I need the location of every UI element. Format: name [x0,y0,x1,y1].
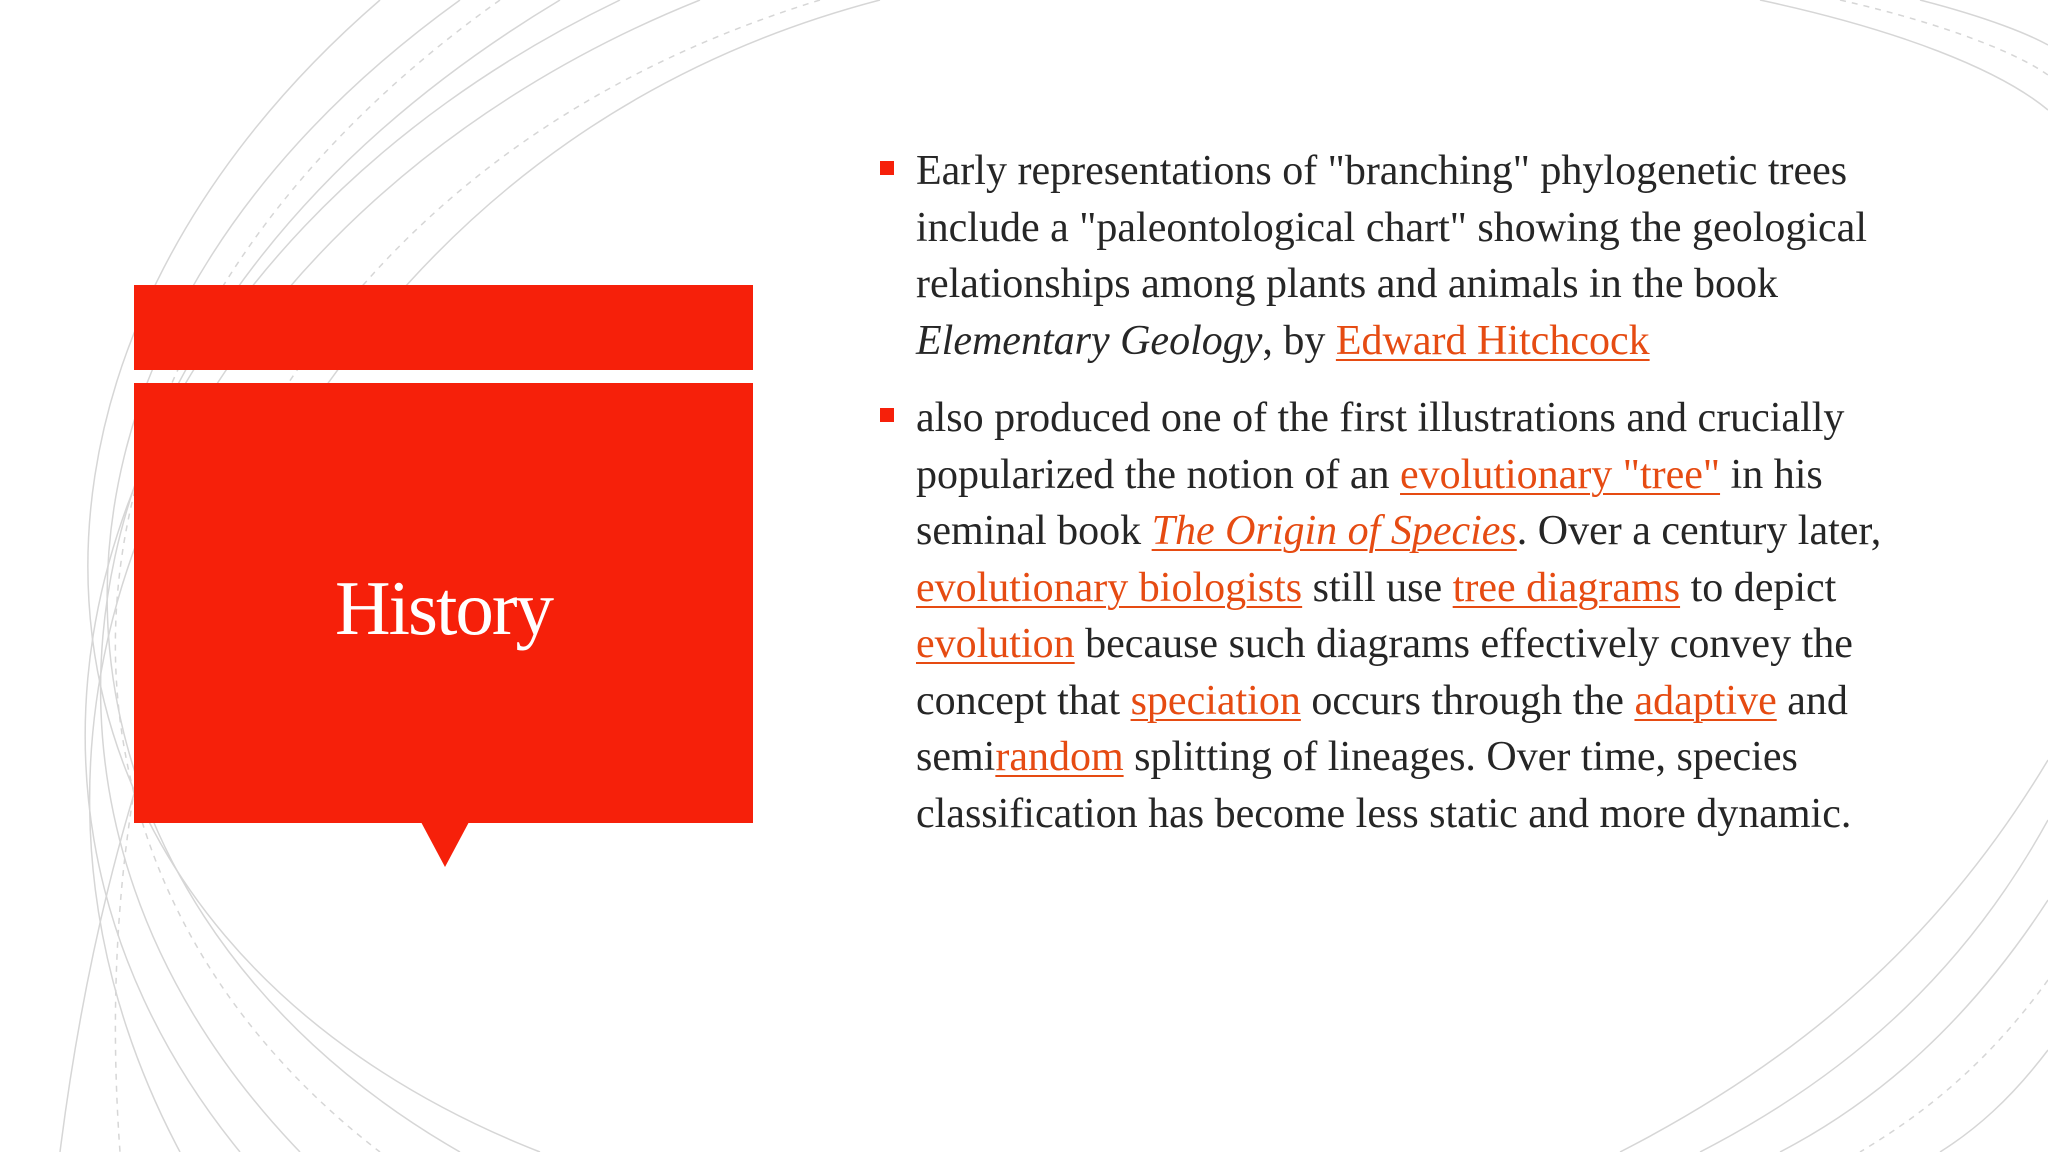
bullet-text: splitting of lineages. Over time, species classification has become less static and more dynamic. [916,734,1852,837]
link-random[interactable]: random [995,734,1124,780]
bullet-text: Early representations of "branching" phylogenetic trees include a "paleontological chart" showing the geological relationships among plants and animals in the book [916,148,1867,307]
slide-title: History [335,564,552,651]
link-evolutionary-tree[interactable]: evolutionary "tree" [1400,451,1721,498]
bullet-text: to depict [1680,564,1837,611]
bullet-text: also produced one of the first illustrations and crucially popularized the notion of an [916,395,1845,498]
link-origin-of-species[interactable]: The Origin of Species [1151,508,1517,554]
callout-pointer [421,822,469,867]
link-tree-diagrams[interactable]: tree diagrams [1452,564,1681,611]
bullet-item [880,143,1940,369]
red-square-bullet-icon [880,161,894,175]
link-edward-hitchcock[interactable]: Edward Hitchcock [1335,317,1650,364]
link-evolution[interactable]: evolution [916,621,1075,667]
link-adaptive[interactable]: adaptive [1634,677,1777,724]
red-square-bullet-icon [880,408,894,422]
title-accent-bar [134,285,753,370]
title-callout-box [134,383,753,823]
bullet-item [880,390,1940,842]
bullet-text: and semi [916,677,1848,780]
link-evolutionary-biologists[interactable]: evolutionary biologists [916,564,1303,611]
bullet-text: because such diagrams effectively convey the concept that [916,621,1853,724]
bullet-text: , by [1262,317,1336,364]
link-speciation[interactable]: speciation [1130,677,1301,724]
bullet-text: still use [1302,564,1453,611]
bullet-text: in his seminal book [916,451,1823,554]
bullet-text: occurs through the [1300,677,1635,724]
book-title-elementary-geology: Elementary Geology [916,317,1263,364]
bullet-text: . Over a century later, [1516,508,1882,554]
bullet-list [880,143,1940,842]
